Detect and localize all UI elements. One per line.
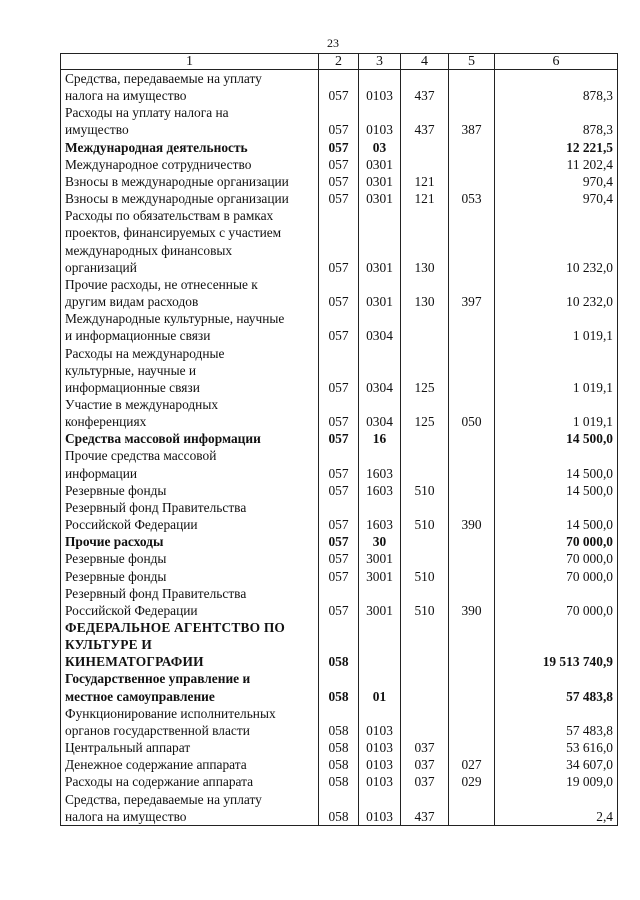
line-item-name: Прочие средства массовой информации [61,447,319,481]
line-item-name: Взносы в международные организации [61,190,319,207]
expense-type-code [449,568,495,585]
amount: 14 500,0 [495,430,618,447]
table-row [61,104,618,138]
section-code: 1603 [359,499,401,533]
table-row [61,396,618,430]
section-code: 0103 [359,791,401,826]
column-header: 5 [449,54,495,70]
amount: 1 019,1 [495,345,618,396]
ministry-code: 058 [319,619,359,670]
amount: 53 616,0 [495,739,618,756]
table-row [61,173,618,190]
page-number: 23 [327,36,339,50]
amount: 19 513 740,9 [495,619,618,670]
table-row [61,739,618,756]
column-header: 6 [495,54,618,70]
amount: 14 500,0 [495,499,618,533]
expense-type-code [449,156,495,173]
amount: 19 009,0 [495,773,618,790]
line-item-name: Резервный фонд Правительства Российской Федерации [61,499,319,533]
amount: 57 483,8 [495,705,618,739]
expense-type-code [449,207,495,276]
expense-type-code [449,619,495,670]
section-code: 0301 [359,190,401,207]
section-code: 1603 [359,447,401,481]
line-item-name: Средства массовой информации [61,430,319,447]
column-header: 1 [61,54,319,70]
target-item-code: 510 [401,499,449,533]
target-item-code: 510 [401,585,449,619]
column-header: 2 [319,54,359,70]
target-item-code [401,447,449,481]
line-item-name: Международные культурные, научные и информационные связи [61,310,319,344]
line-item-name: Средства, передаваемые на уплату налога на имущество [61,70,319,105]
section-code: 3001 [359,585,401,619]
section-code: 0301 [359,156,401,173]
ministry-code: 057 [319,568,359,585]
target-item-code: 125 [401,396,449,430]
expense-type-code: 027 [449,756,495,773]
line-item-name: Резервные фонды [61,550,319,567]
ministry-code: 057 [319,550,359,567]
amount: 34 607,0 [495,756,618,773]
line-item-name: ФЕДЕРАЛЬНОЕ АГЕНТСТВО ПО КУЛЬТУРЕ И КИНЕМАТОГРАФИИ [61,619,319,670]
table-row [61,70,618,105]
line-item-name: Расходы по обязательствам в рамках проектов, финансируемых с участием международных финансовых организаций [61,207,319,276]
expense-type-code [449,345,495,396]
table-row [61,310,618,344]
amount: 14 500,0 [495,447,618,481]
target-item-code: 510 [401,568,449,585]
expense-type-code: 390 [449,585,495,619]
section-code: 0304 [359,310,401,344]
target-item-code: 510 [401,482,449,499]
ministry-code: 057 [319,345,359,396]
ministry-code: 058 [319,791,359,826]
amount: 2,4 [495,791,618,826]
line-item-name: Центральный аппарат [61,739,319,756]
line-item-name: Функционирование исполнительных органов государственной власти [61,705,319,739]
line-item-name: Средства, передаваемые на уплату налога на имущество [61,791,319,826]
target-item-code: 130 [401,276,449,310]
line-item-name: Резервные фонды [61,482,319,499]
table-row [61,430,618,447]
table-row [61,139,618,156]
expense-type-code: 387 [449,104,495,138]
table-row [61,550,618,567]
expense-type-code [449,791,495,826]
expense-type-code [449,139,495,156]
table-row [61,345,618,396]
ministry-code: 057 [319,190,359,207]
amount: 57 483,8 [495,670,618,704]
line-item-name: Резервные фонды [61,568,319,585]
ministry-code: 057 [319,482,359,499]
amount: 970,4 [495,173,618,190]
table-row [61,276,618,310]
table-row [61,499,618,533]
section-code: 1603 [359,482,401,499]
section-code: 0103 [359,773,401,790]
table-row [61,585,618,619]
section-code: 0103 [359,739,401,756]
amount: 878,3 [495,104,618,138]
target-item-code [401,139,449,156]
target-item-code: 130 [401,207,449,276]
ministry-code: 057 [319,430,359,447]
expense-type-code [449,310,495,344]
expense-type-code [449,70,495,105]
ministry-code: 057 [319,207,359,276]
section-code: 3001 [359,568,401,585]
ministry-code: 057 [319,156,359,173]
amount: 10 232,0 [495,276,618,310]
expense-type-code [449,550,495,567]
section-code: 0103 [359,756,401,773]
amount: 70 000,0 [495,585,618,619]
section-code: 01 [359,670,401,704]
target-item-code: 121 [401,190,449,207]
ministry-code: 057 [319,139,359,156]
ministry-code: 057 [319,173,359,190]
target-item-code: 037 [401,739,449,756]
target-item-code [401,705,449,739]
ministry-code: 057 [319,585,359,619]
section-code [359,619,401,670]
target-item-code [401,156,449,173]
ministry-code: 057 [319,499,359,533]
expense-type-code [449,173,495,190]
table-row [61,670,618,704]
line-item-name: Расходы на международные культурные, научные и информационные связи [61,345,319,396]
amount: 1 019,1 [495,396,618,430]
target-item-code: 125 [401,345,449,396]
expense-type-code [449,739,495,756]
target-item-code: 437 [401,104,449,138]
target-item-code [401,310,449,344]
section-code: 30 [359,533,401,550]
target-item-code: 037 [401,756,449,773]
table-row [61,482,618,499]
expense-type-code: 053 [449,190,495,207]
ministry-code: 057 [319,533,359,550]
budget-table [60,53,618,826]
section-code: 0301 [359,173,401,190]
amount: 70 000,0 [495,533,618,550]
ministry-code: 057 [319,396,359,430]
section-code: 3001 [359,550,401,567]
expense-type-code [449,447,495,481]
table-row [61,190,618,207]
line-item-name: Участие в международных конференциях [61,396,319,430]
target-item-code: 437 [401,70,449,105]
line-item-name: Резервный фонд Правительства Российской Федерации [61,585,319,619]
target-item-code [401,550,449,567]
ministry-code: 057 [319,70,359,105]
target-item-code: 037 [401,773,449,790]
expense-type-code [449,533,495,550]
expense-type-code: 029 [449,773,495,790]
header-row [61,54,618,70]
amount: 970,4 [495,190,618,207]
section-code: 0301 [359,276,401,310]
amount: 878,3 [495,70,618,105]
line-item-name: Государственное управление и местное самоуправление [61,670,319,704]
table-row [61,447,618,481]
column-header: 4 [401,54,449,70]
table-row [61,773,618,790]
target-item-code [401,670,449,704]
ministry-code: 058 [319,705,359,739]
amount: 70 000,0 [495,568,618,585]
target-item-code [401,533,449,550]
line-item-name: Международная деятельность [61,139,319,156]
ministry-code: 058 [319,773,359,790]
ministry-code: 057 [319,310,359,344]
table-row [61,619,618,670]
expense-type-code [449,430,495,447]
section-code: 16 [359,430,401,447]
target-item-code: 437 [401,791,449,826]
amount: 12 221,5 [495,139,618,156]
ministry-code: 057 [319,104,359,138]
table-row [61,791,618,826]
target-item-code: 121 [401,173,449,190]
amount: 11 202,4 [495,156,618,173]
table-row [61,533,618,550]
line-item-name: Международное сотрудничество [61,156,319,173]
target-item-code [401,619,449,670]
line-item-name: Расходы на содержание аппарата [61,773,319,790]
line-item-name: Денежное содержание аппарата [61,756,319,773]
table-row [61,156,618,173]
ministry-code: 058 [319,739,359,756]
table-row [61,207,618,276]
expense-type-code [449,482,495,499]
table-row [61,568,618,585]
section-code: 03 [359,139,401,156]
expense-type-code: 390 [449,499,495,533]
ministry-code: 057 [319,447,359,481]
expense-type-code: 397 [449,276,495,310]
table-row [61,705,618,739]
amount: 1 019,1 [495,310,618,344]
section-code: 0103 [359,104,401,138]
line-item-name: Взносы в международные организации [61,173,319,190]
ministry-code: 057 [319,276,359,310]
amount: 14 500,0 [495,482,618,499]
section-code: 0304 [359,396,401,430]
section-code: 0301 [359,207,401,276]
amount: 70 000,0 [495,550,618,567]
column-header: 3 [359,54,401,70]
section-code: 0304 [359,345,401,396]
amount: 10 232,0 [495,207,618,276]
line-item-name: Прочие расходы [61,533,319,550]
expense-type-code [449,670,495,704]
target-item-code [401,430,449,447]
line-item-name: Расходы на уплату налога на имущество [61,104,319,138]
expense-type-code: 050 [449,396,495,430]
section-code: 0103 [359,70,401,105]
table-row [61,756,618,773]
section-code: 0103 [359,705,401,739]
expense-type-code [449,705,495,739]
ministry-code: 058 [319,756,359,773]
ministry-code: 058 [319,670,359,704]
line-item-name: Прочие расходы, не отнесенные к другим видам расходов [61,276,319,310]
